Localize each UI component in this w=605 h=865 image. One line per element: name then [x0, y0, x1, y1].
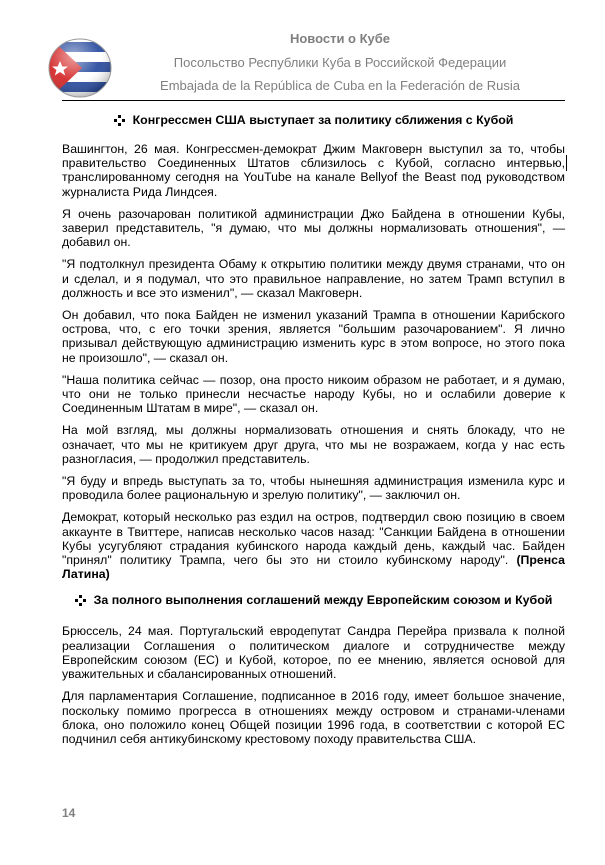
diamond-bullet-icon — [75, 595, 86, 606]
text-cursor — [566, 155, 567, 171]
page-number: 14 — [62, 806, 76, 820]
cuban-flag-globe-icon — [48, 36, 112, 100]
article-paragraph: Вашингтон, 26 мая. Конгрессмен-демократ Джим Макговерн выступил за то, чтобы правительство Соединенных Штатов сблизилось с Кубой, согласно интервью, транслированному сегодня на YouTube на канале Bellyof the Beast под руководством журналиста Рида Линдсея. — [62, 142, 565, 199]
article-title-text: За полного выполнения соглашений между Европейским союзом и Кубой — [93, 593, 553, 608]
page-content — [62, 113, 565, 754]
article-paragraph: Для парламентария Соглашение, подписанное в 2016 году, имеет большое значение, поскольку помимо прогресса в отношениях между островом и странами-членами блока, оно положило конец Общей позиции 1996 года, в соответствии с которой ЕС подчинил себя антикубинскому крестовому походу правительства США. — [62, 689, 565, 746]
article-paragraph: Я очень разочарован политикой администрации Джо Байдена в отношении Кубы, заверил представитель, "я думаю, что мы должны нормализовать отношения", — добавил он. — [62, 206, 565, 250]
page-header — [0, 0, 605, 100]
article-paragraph: "Я буду и впредь выступать за то, чтобы нынешняя администрация изменила курс и проводила более рациональную и зрелую политику", — заключил он. — [62, 474, 565, 503]
article-source: (Пренса Латина) — [62, 553, 565, 582]
header-title: Новости о Кубе — [289, 31, 391, 46]
article-title — [62, 113, 565, 128]
header-divider — [62, 100, 565, 101]
header-embassy-es: Embajada de la República de Cuba en la Federación de Rusia — [160, 78, 520, 93]
article-paragraph — [62, 510, 565, 581]
article-title — [62, 593, 565, 608]
article-paragraph: Он добавил, что пока Байден не изменил указаний Трампа в отношении Карибского острова, что, с его точки зрения, является "большим разочарованием". Я лично призывал действующую администрацию изменить курс в этом вопросе, но этого пока не произошло", — сказал он. — [62, 308, 565, 365]
article-paragraph: "Наша политика сейчас — позор, она просто никоим образом не работает, и я думаю, что они не только принесли несчастье народу Кубы, но и ослабили доверие к Соединенным Штатам в мире", — сказал он. — [62, 372, 565, 416]
article-paragraph: "Я подтолкнул президента Обаму к открытию политики между двумя странами, что он и сделал, и я подумал, что это правильное направление, но затем Трамп вступил в должность и все это изменил", — сказал Макговерн. — [62, 257, 565, 300]
article-paragraph-text: Демократ, который несколько раз ездил на остров, подтвердил свою позицию в своем аккаунте в Твиттере, написав несколько часов назад: "Санкции Байдена в отношении Кубы усугубляют страдания кубинского народа каждый день, каждый час. Байден "принял" политику Трампа, чего бы это ни стоило кубинскому народу". — [62, 510, 565, 568]
article-title-text: Конгрессмен США выступает за политику сближения с Кубой — [132, 113, 514, 127]
diamond-bullet-icon — [114, 115, 125, 126]
article-paragraph: На мой взгляд, мы должны нормализовать отношения и снять блокаду, что не означает, что мы не критикуем друг друга, что мы не возражаем, когда у нас есть разногласия, — продолжил представитель. — [62, 423, 565, 466]
article-paragraph: Брюссель, 24 мая. Португальский евродепутат Сандра Перейра призвала к полной реализации Соглашения о политическом диалоге и сотрудничестве между Европейским союзом (ЕС) и Кубой, которое, по ее мнению, является основой для уважительных и сбалансированных отношений. — [62, 624, 565, 682]
header-embassy-ru: Посольство Республики Куба в Российской Федерации — [173, 55, 507, 70]
